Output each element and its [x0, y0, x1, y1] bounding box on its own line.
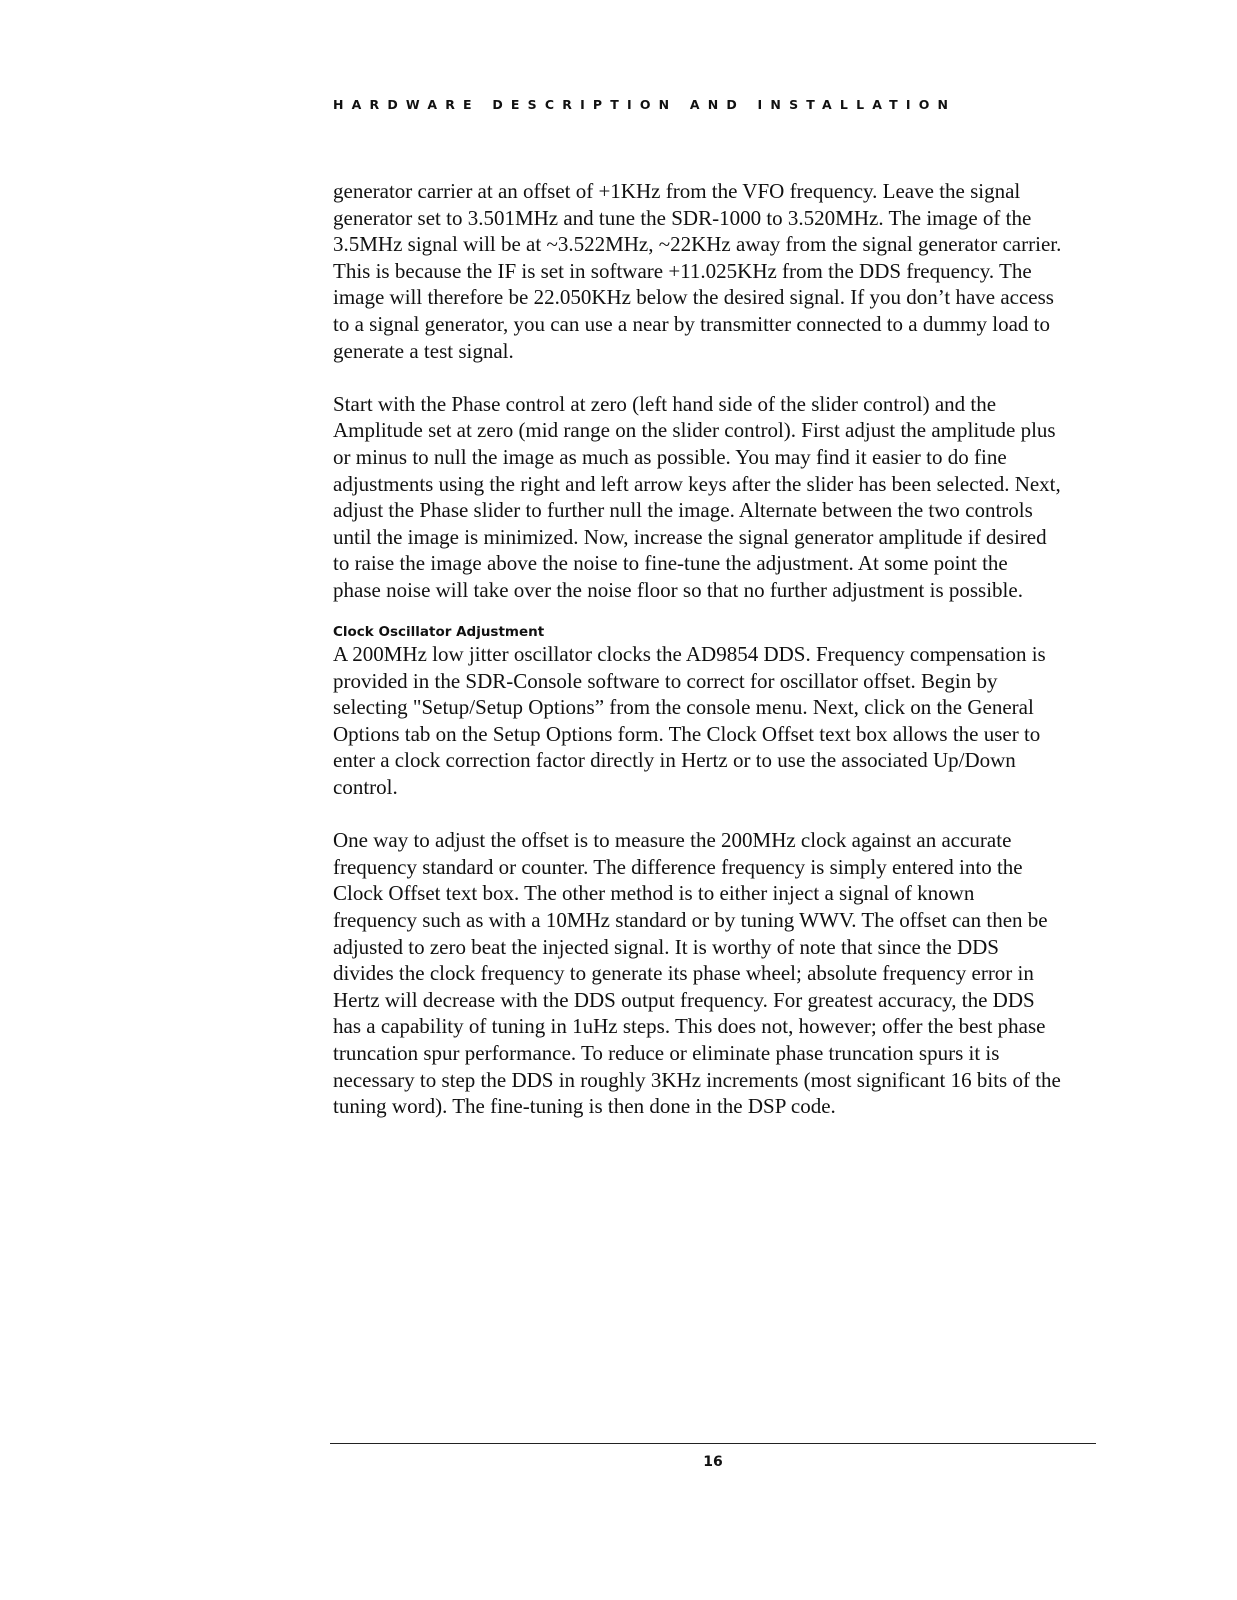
text-line: or minus to null the image as much as possible. You may find it easier to do fine	[333, 444, 1007, 469]
text-line: to a signal generator, you can use a near by transmitter connected to a dummy load to	[333, 311, 1051, 336]
text-line: divides the clock frequency to generate its phase wheel; absolute frequency error in	[333, 961, 1034, 986]
text-line: has a capability of tuning in 1uHz steps. This does not, however; offer the best phase	[333, 1014, 1046, 1039]
footer-divider	[330, 1443, 1096, 1444]
text-line: generator carrier at an offset of +1KHz from the VFO frequency. Leave the signal	[333, 179, 1021, 203]
text-line: adjustments using the right and left arrow keys after the slider has been selected. Next,	[333, 471, 1061, 496]
text-line: phase noise will take over the noise floor so that no further adjustment is possible.	[333, 577, 1023, 602]
text-line: Hertz will decrease with the DDS output frequency. For greatest accuracy, the DDS	[333, 987, 1035, 1012]
text-line: tuning word). The fine-tuning is then done in the DSP code.	[333, 1094, 836, 1119]
text-line: provided in the SDR-Console software to correct for oscillator offset. Begin by	[333, 668, 998, 693]
text-line: Options tab on the Setup Options form. The Clock Offset text box allows the user to	[333, 721, 1041, 746]
paragraph-offset-method	[333, 827, 1113, 1120]
section-heading: Clock Oscillator Adjustment	[333, 624, 545, 641]
text-line: generate a test signal.	[333, 338, 514, 363]
text-line: frequency standard or counter. The difference frequency is simply entered into the	[333, 854, 1023, 879]
text-line: adjusted to zero beat the injected signal. It is worthy of note that since the DDS	[333, 934, 999, 959]
text-line: Clock Offset text box. The other method is to either inject a signal of known	[333, 881, 975, 906]
text-line: truncation spur performance. To reduce or eliminate phase truncation spurs it is	[333, 1041, 1000, 1065]
text-line: necessary to step the DDS in roughly 3KHz increments (most significant 16 bits of the	[333, 1067, 1061, 1092]
page-body	[333, 178, 1113, 1146]
text-line: enter a clock correction factor directly in Hertz or to use the associated Up/Down	[333, 748, 1016, 773]
text-line: generator set to 3.501MHz and tune the SDR-1000 to 3.520MHz. The image of the	[333, 205, 1032, 230]
text-line: 3.5MHz signal will be at ~3.522MHz, ~22KHz away from the signal generator carrier.	[333, 232, 1062, 257]
text-line: Amplitude set at zero (mid range on the slider control). First adjust the amplitude plus	[333, 418, 1056, 443]
text-line: to raise the image above the noise to fine-tune the adjustment. At some point the	[333, 551, 1008, 576]
text-line: A 200MHz low jitter oscillator clocks the AD9854 DDS. Frequency compensation is	[333, 642, 1046, 667]
paragraph-clock-oscillator	[333, 641, 1113, 801]
page-number: 16	[703, 1454, 723, 1470]
paragraph-phase-amplitude	[333, 391, 1113, 604]
text-line: frequency such as with a 10MHz standard or by tuning WWV. The offset can then be	[333, 908, 1048, 933]
text-line: control.	[333, 775, 398, 800]
text-line: selecting "Setup/Setup Options” from the console menu. Next, click on the General	[333, 695, 1034, 720]
text-line: Start with the Phase control at zero (left hand side of the slider control) and the	[333, 391, 997, 416]
text-line: This is because the IF is set in software +11.025KHz from the DDS frequency. The	[333, 258, 1032, 283]
text-line: image will therefore be 22.050KHz below the desired signal. If you don’t have access	[333, 285, 1054, 310]
paragraph-image-offset	[333, 178, 1113, 364]
text-line: until the image is minimized. Now, increase the signal generator amplitude if desired	[333, 524, 1047, 549]
text-line: adjust the Phase slider to further null the image. Alternate between the two controls	[333, 498, 1033, 523]
running-header: HARDWARE DESCRIPTION AND INSTALLATION	[333, 97, 957, 112]
text-line: One way to adjust the offset is to measure the 200MHz clock against an accurate	[333, 828, 1012, 853]
